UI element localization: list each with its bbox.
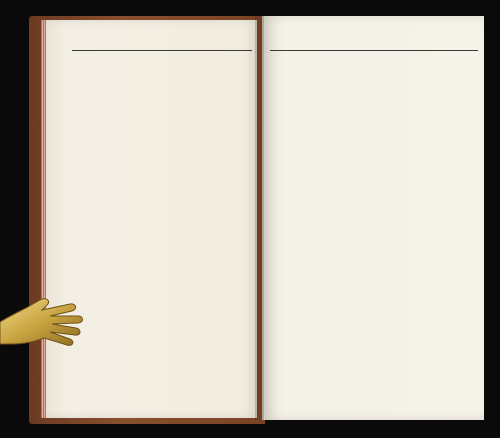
left-header-rule (72, 50, 252, 51)
brass-hand-bookholder-icon (0, 282, 90, 362)
right-header-rule (270, 50, 478, 51)
right-page (262, 16, 484, 420)
book-gutter (255, 16, 264, 420)
